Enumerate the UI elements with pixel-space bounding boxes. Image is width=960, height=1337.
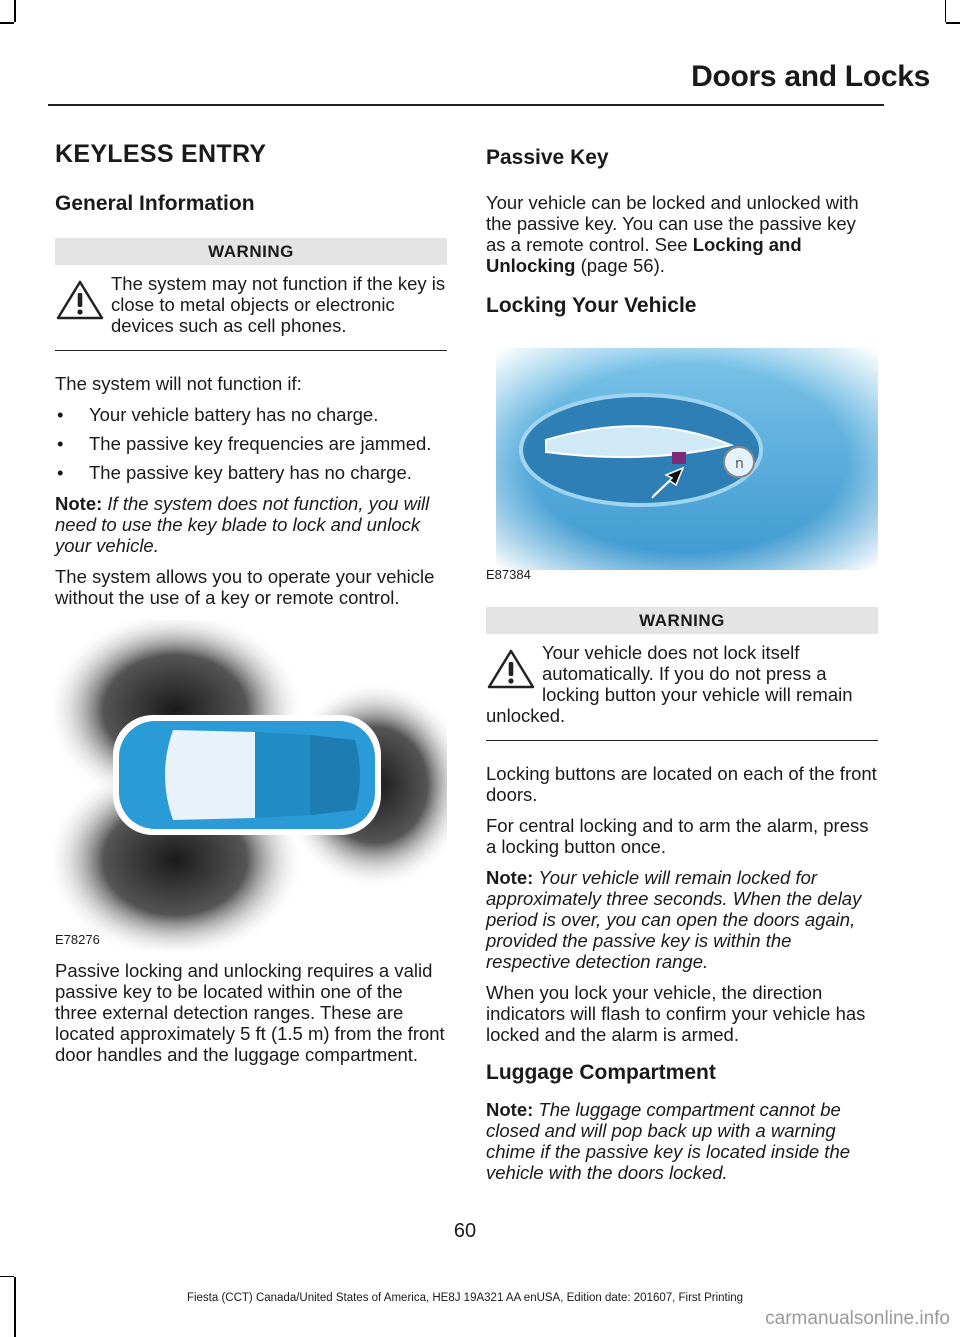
warning-header: WARNING [55,238,447,265]
crop-mark [14,0,16,22]
note [55,493,447,556]
cross-reference-page: (page 56). [580,255,665,276]
note-label: Note: [486,867,534,888]
figure-code: E87384 [486,567,531,582]
door-handle-figure [486,340,878,585]
note [486,1099,878,1183]
watermark: carmanualsonline.info [765,1308,950,1329]
figure-code: E78276 [55,932,100,947]
left-column [55,140,447,1075]
cross-reference-link[interactable]: Locking and Unlocking [486,234,802,276]
section-title: KEYLESS ENTRY [55,140,267,168]
paragraph: When you lock your vehicle, the direction indicators will flash to confirm your vehicle has locked and the alarm is armed. [486,982,866,1045]
intro-text: The system will not function if: [55,373,302,394]
list-item: • The passive key battery has no charge. [55,462,447,483]
warning-box [486,642,878,741]
crop-mark [945,0,947,22]
page-number: 60 [453,1220,477,1242]
roof-rear [310,735,360,815]
note-text: Your vehicle will remain locked for approximately three seconds. When the delay period is over, you can open the doors again, provided the passive key is within the respective detection range. [486,867,862,972]
header-rule [48,104,884,106]
vignette [496,348,878,570]
footer-text: Fiesta (CCT) Canada/United States of America, HE8J 19A321 AA enUSA, Edition date: 201607, First Printing [186,1292,744,1304]
passive-key-text: Your vehicle can be locked and unlocked with the passive key. You can use the passive key as a remote control. See [486,192,859,255]
warning-triangle-icon [55,279,105,321]
note-label: Note: [55,493,103,514]
subsection-title: Luggage Compartment [486,1061,716,1084]
note-label: Note: [486,1099,534,1120]
paragraph: For central locking and to arm the alarm, press a locking button once. [486,815,869,857]
note [486,867,878,972]
roof [255,732,310,818]
crop-mark [0,1276,14,1278]
paragraph [486,192,878,276]
warning-box [55,273,447,351]
right-column [486,140,878,1193]
paragraph: Locking buttons are located on each of the front doors. [486,763,877,805]
page-header-title: Doors and Locks [691,60,930,93]
list-item: • Your vehicle battery has no charge. [55,404,447,425]
warning-text: The system may not function if the key is close to metal objects or electronic devices such as cell phones. [111,273,446,336]
list-item: • The passive key frequencies are jammed. [55,433,447,454]
subsection-title: Locking Your Vehicle [486,294,697,317]
condition-list [55,404,447,483]
note-text: If the system does not function, you will need to use the key blade to lock and unlock your vehicle. [55,493,430,556]
note-text: The luggage compartment cannot be closed and will pop back up with a warning chime if the passive key is located inside the vehicle with the doors locked. [486,1099,851,1183]
subsection-title: Passive Key [486,146,609,169]
crop-mark [14,1277,16,1337]
crop-mark [946,22,960,24]
paragraph: The system allows you to operate your vehicle without the use of a key or remote control. [55,566,435,608]
paragraph: Passive locking and unlocking requires a valid passive key to be located within one of the three external detection ranges. These are located approximately 5 ft (1.5 m) from the front door handles and the luggage compartment. [55,960,445,1065]
car-detection-range-figure [55,620,447,950]
warning-text: Your vehicle does not lock itself automatically. If you do not press a locking button your vehicle will remain unlocked. [486,642,853,726]
car-detection-illustration [55,620,447,950]
warning-triangle-icon [486,648,536,690]
door-handle-illustration [486,340,878,570]
warning-header: WARNING [486,607,878,634]
subsection-title: General Information [55,192,255,215]
crop-mark [0,22,14,24]
windshield [165,730,255,820]
